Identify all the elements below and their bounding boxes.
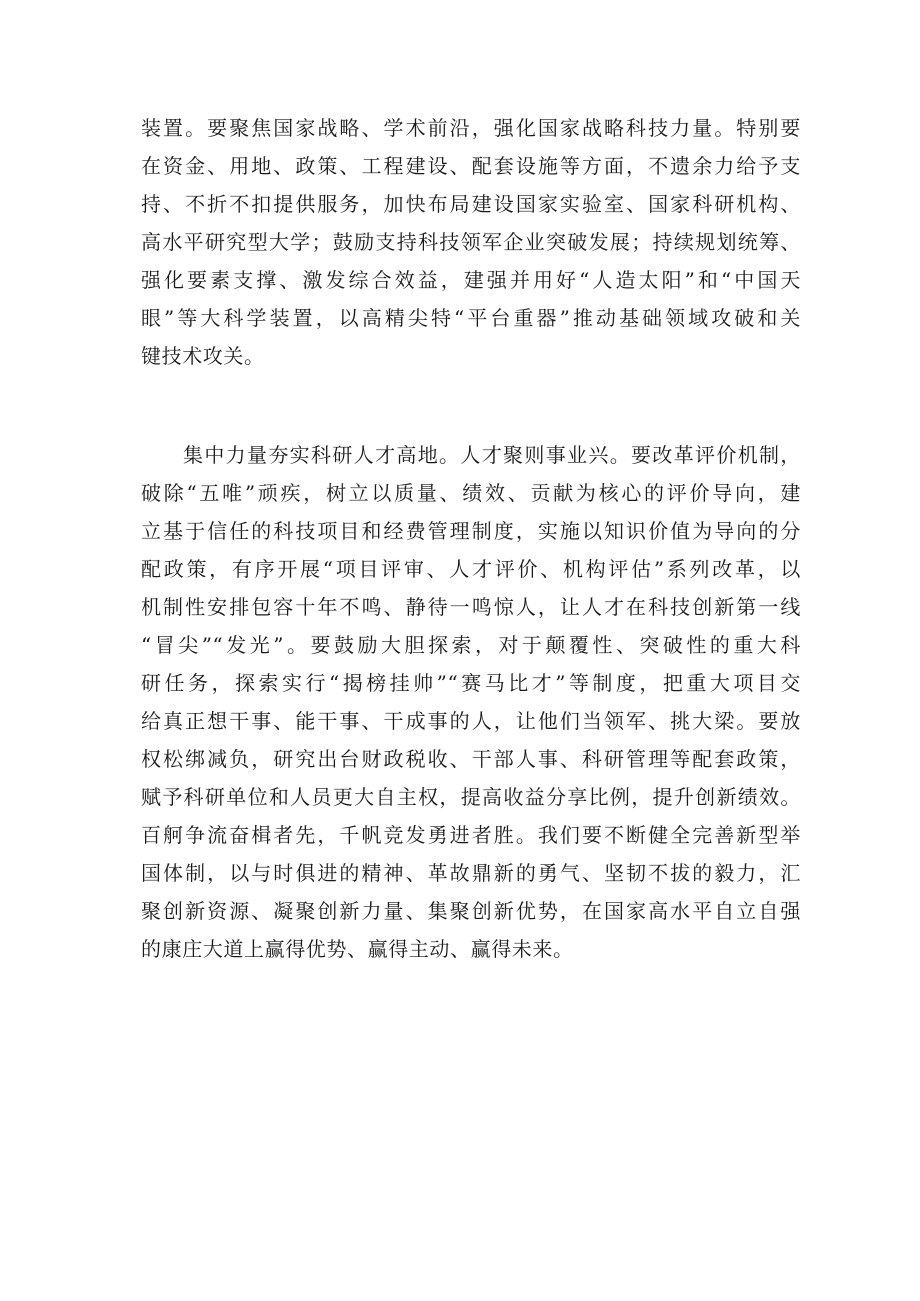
paragraph-line: 给真正想干事、能干事、干成事的人，让他们当领军、挑大梁。要放 [141, 709, 801, 733]
paragraph-line: 配政策，有序开展“项目评审、人才评价、机构评估”系列改革，以 [141, 557, 801, 581]
paragraph-line: 国体制，以与时俱进的精神、革故鼎新的勇气、坚韧不拔的毅力，汇 [141, 861, 801, 885]
paragraph-2 [141, 436, 801, 968]
paragraph-line: 高水平研究型大学；鼓励支持科技领军企业突破发展；持续规划统筹、 [141, 230, 801, 254]
paragraph-line: 机制性安排包容十年不鸣、静待一鸣惊人，让人才在科技创新第一线 [141, 595, 801, 619]
paragraph-line: “冒尖”“发光”。要鼓励大胆探索，对于颠覆性、突破性的重大科 [141, 633, 801, 657]
paragraph-line: 破除“五唯”顽疾，树立以质量、绩效、贡献为核心的评价导向，建 [141, 481, 801, 505]
paragraph-line: 集中力量夯实科研人才高地。人才聚则事业兴。要改革评价机制， [183, 443, 801, 467]
paragraph-line: 的康庄大道上赢得优势、赢得主动、赢得未来。 [141, 937, 574, 961]
paragraph-line: 在资金、用地、政策、工程建设、配套设施等方面，不遗余力给予支 [141, 154, 801, 178]
paragraph-line: 装置。要聚焦国家战略、学术前沿，强化国家战略科技力量。特别要 [141, 116, 801, 140]
paragraph-line: 持、不折不扣提供服务，加快布局建设国家实验室、国家科研机构、 [141, 192, 801, 216]
paragraph-line: 权松绑减负，研究出台财政税收、干部人事、科研管理等配套政策， [141, 747, 801, 771]
paragraph-line: 百舸争流奋楫者先，千帆竞发勇进者胜。我们要不断健全完善新型举 [141, 823, 801, 847]
paragraph-1 [141, 109, 801, 375]
paragraph-line: 研任务，探索实行“揭榜挂帅”“赛马比才”等制度，把重大项目交 [141, 671, 801, 695]
paragraph-line: 赋予科研单位和人员更大自主权，提高收益分享比例，提升创新绩效。 [141, 785, 801, 809]
paragraph-line: 键技术攻关。 [141, 344, 265, 368]
paragraph-line: 强化要素支撑、激发综合效益，建强并用好“人造太阳”和“中国天 [141, 268, 801, 292]
paragraph-line: 立基于信任的科技项目和经费管理制度，实施以知识价值为导向的分 [141, 519, 801, 543]
paragraph-line: 眼”等大科学装置，以高精尖特“平台重器”推动基础领域攻破和关 [141, 306, 801, 330]
paragraph-line: 聚创新资源、凝聚创新力量、集聚创新优势，在国家高水平自立自强 [141, 899, 801, 923]
